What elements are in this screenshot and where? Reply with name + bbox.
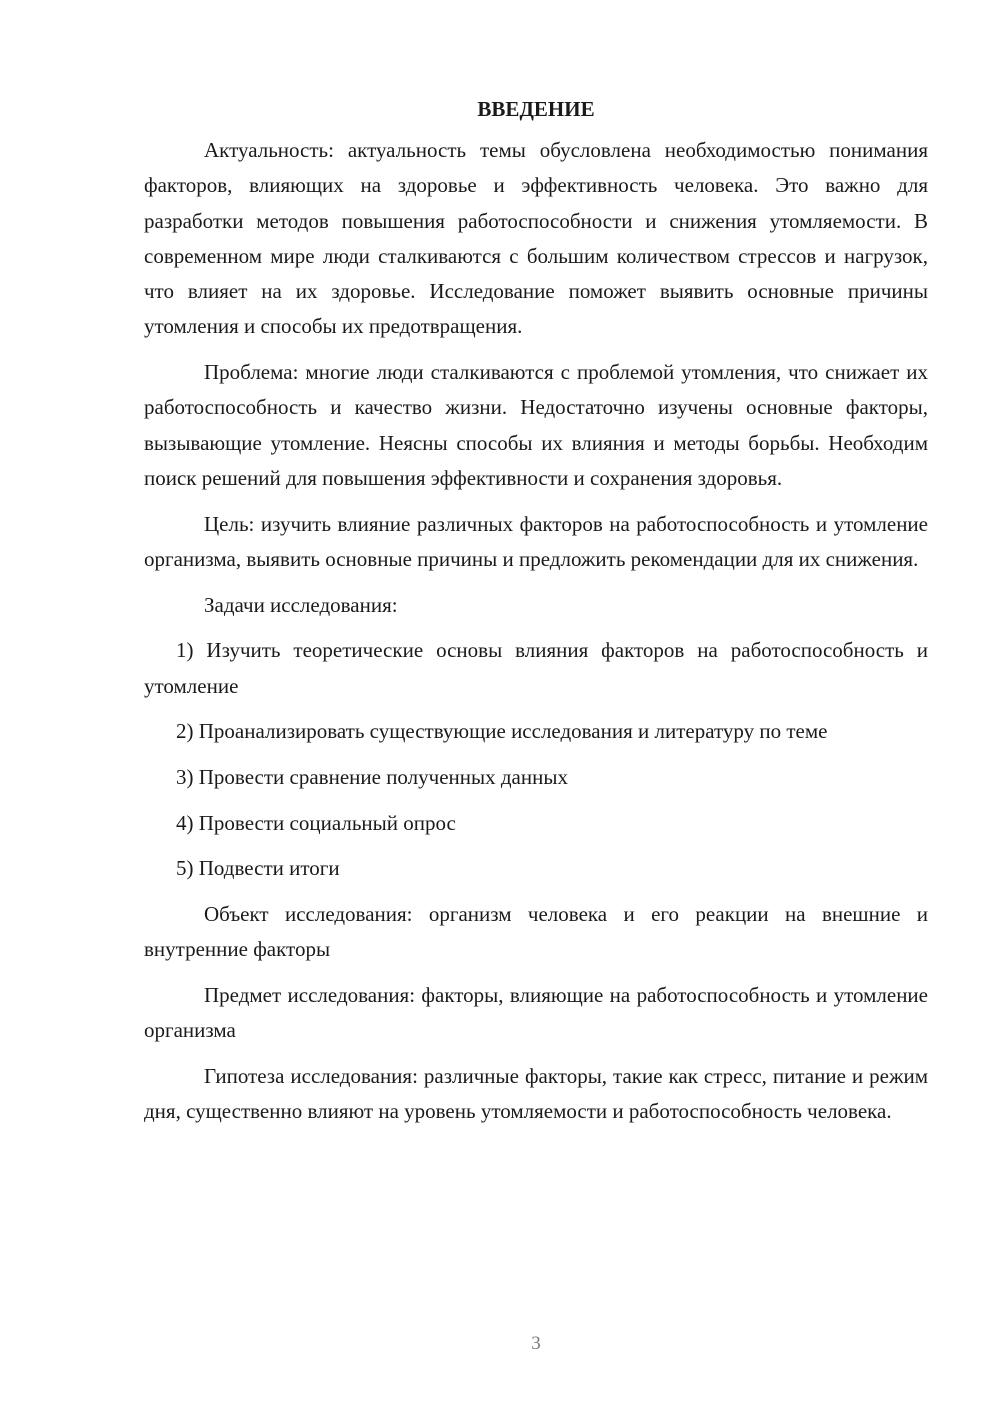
list-item: 3) Провести сравнение полученных данных	[176, 765, 568, 790]
list-item: 5) Подвести итоги	[176, 856, 340, 881]
list-item: 1) Изучить теоретические основы влияния факторов на работоспособность и утомление	[144, 638, 928, 698]
subject-paragraph: Предмет исследования: факторы, влияющие на работоспособность и утомление организма	[144, 983, 928, 1043]
list-item: 4) Провести социальный опрос	[176, 810, 456, 835]
list-item: 2) Проанализировать существующие исследования и литературу по теме	[176, 719, 828, 744]
tasks-heading: Задачи исследования:	[204, 592, 398, 617]
page-number: 3	[531, 1333, 541, 1354]
object-paragraph: Объект исследования: организм человека и его реакции на внешние и внутренние факторы	[144, 902, 928, 962]
problem-paragraph: Проблема: многие люди сталкиваются с проблемой утомления, что снижает их работоспособность и качество жизни. Недостаточно изучены основные факторы, вызывающие утомление. Неясны способы их влияния и методы борьбы. Необходим поиск решений для повышения эффективности и сохранения здоровья.	[144, 360, 928, 491]
page-title: ВВЕДЕНИЕ	[477, 97, 595, 121]
goal-paragraph: Цель: изучить влияние различных факторов на работоспособность и утомление организма, выявить основные причины и предложить рекомендации для их снижения.	[144, 511, 928, 572]
tasks-list	[144, 633, 928, 886]
relevance-paragraph: Актуальность: актуальность темы обусловлена необходимостью понимания факторов, влияющих на здоровье и эффективность человека. Это важно для разработки методов повышения работоспособности и снижения утомляемости. В современном мире люди сталкиваются с большим количеством стрессов и нагрузок, что влияет на их здоровье. Исследование поможет выявить основные причины утомления и способы их предотвращения.	[144, 138, 928, 339]
hypothesis-paragraph: Гипотеза исследования: различные факторы, такие как стресс, питание и режим дня, существенно влияют на уровень утомляемости и работоспособность человека.	[144, 1064, 928, 1124]
document-page	[144, 92, 928, 1140]
